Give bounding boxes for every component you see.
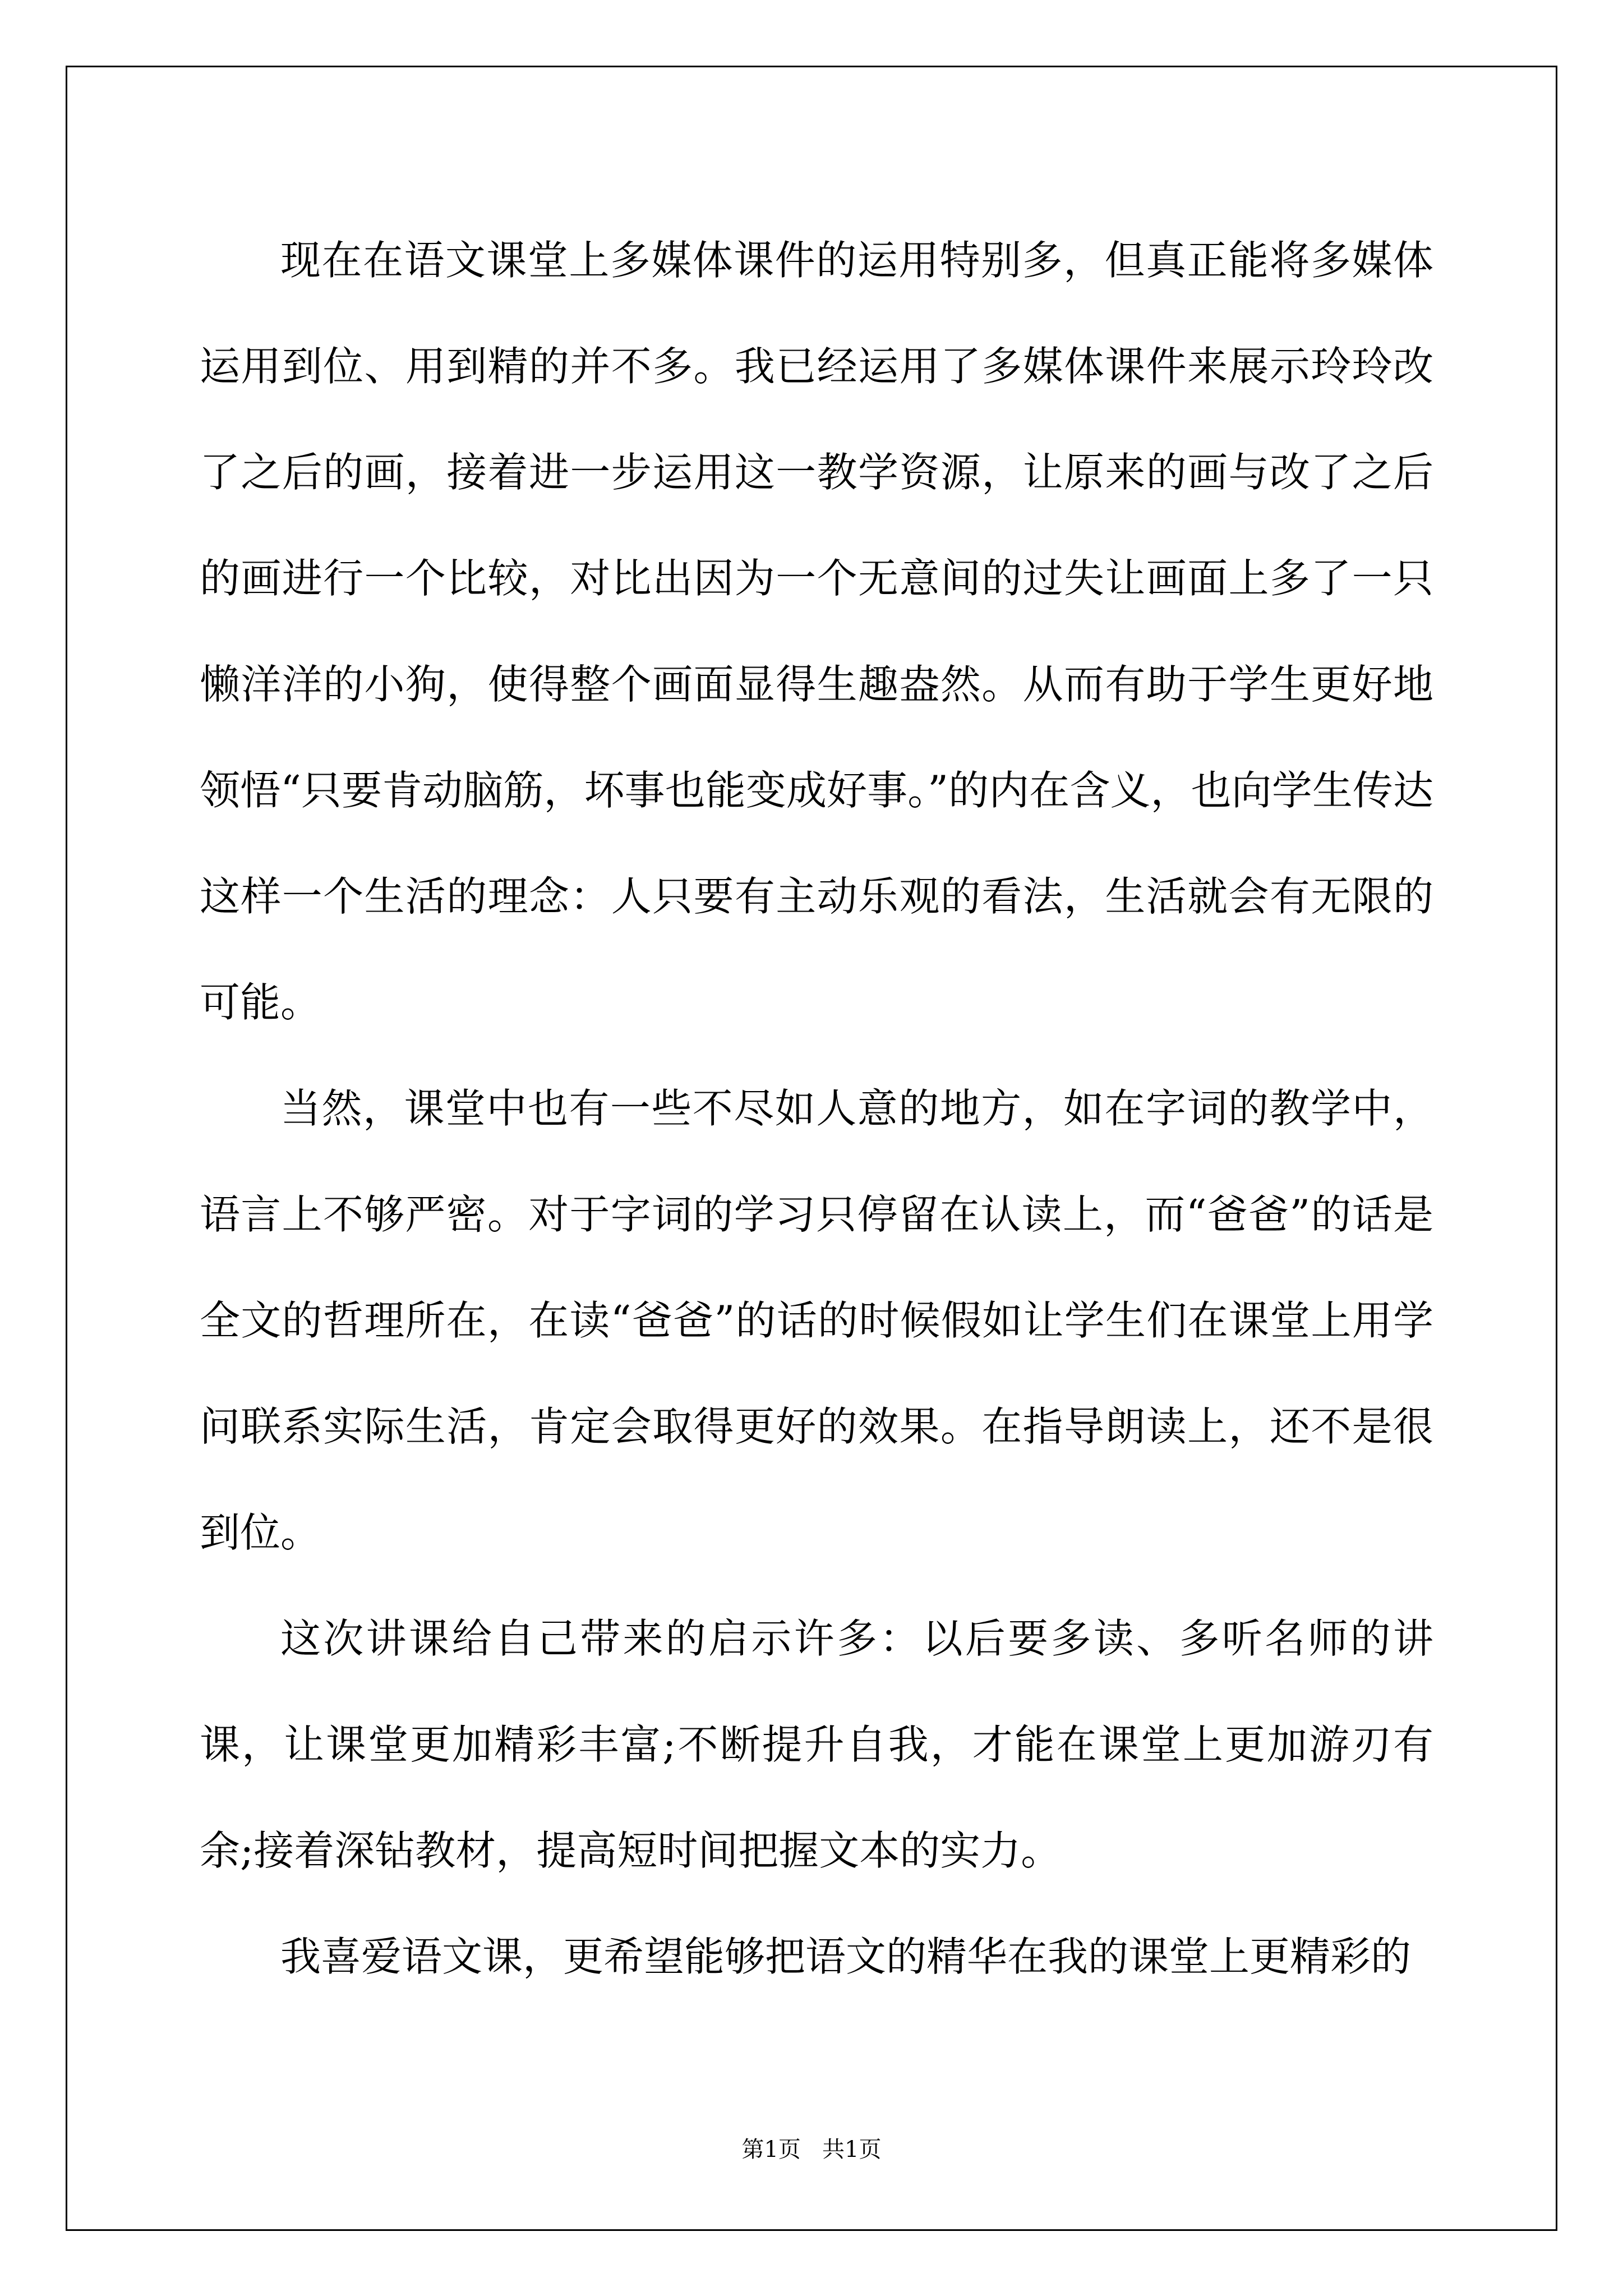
paragraph-4: 我喜爱语文课，更希望能够把语文的精华在我的课堂上更精彩的 — [280, 1933, 1412, 1980]
paragraph-3: 这次讲课给自己带来的启示许多：以后要多读、多听名师的讲课，让课堂更加精彩丰富;不断提升自我，才能在课堂上更加游刃有余;接着深钻教材，提高短时间把握文本的实力。 — [200, 1615, 1433, 1874]
document-body — [200, 208, 1433, 2010]
page-footer: 第1页 共1页 — [741, 2137, 882, 2162]
paragraph-1: 现在在语文课堂上多媒体课件的运用特别多，但真正能将多媒体运用到位、用到精的并不多。我已经运用了多媒体课件来展示玲玲改了之后的画，接着进一步运用这一教学资源，让原来的画与改了之后的画进行一个比较，对比出因为一个无意间的过失让画面上多了一只懒洋洋的小狗，使得整个画面显得生趣盎然。从而有助于学生更好地领悟“只要肯动脑筋，坏事也能变成好事。”的内在含义，也向学生传达这样一个生活的理念：人只要有主动乐观的看法，生活就会有无限的可能。 — [200, 237, 1433, 1026]
paragraph-2: 当然，课堂中也有一些不尽如人意的地方，如在字词的教学中，语言上不够严密。对于字词的学习只停留在认读上，而“爸爸”的话是全文的哲理所在，在读“爸爸”的话的时候假如让学生们在课堂上用学问联系实际生活，肯定会取得更好的效果。在指导朗读上，还不是很到位。 — [200, 1085, 1433, 1556]
